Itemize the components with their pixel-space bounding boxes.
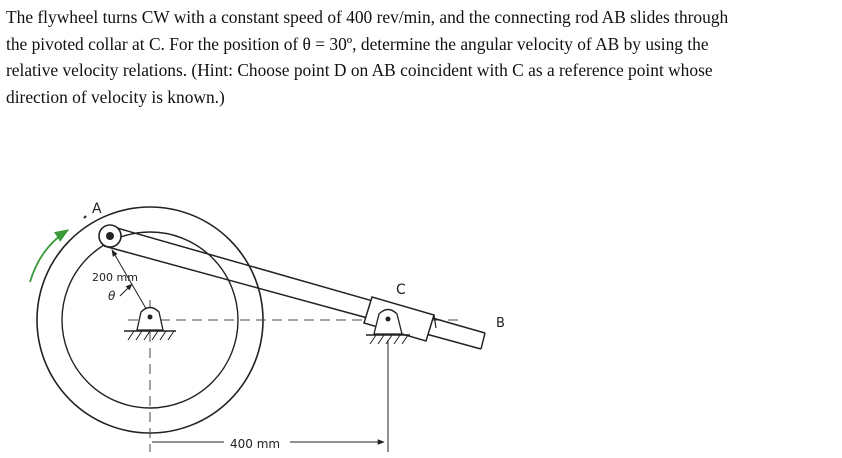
label-point-c: C <box>396 282 406 298</box>
label-angle: θ <box>108 289 116 303</box>
problem-line-1: The flywheel turns CW with a constant speed of 400 rev/min, and the connecting rod AB slides through <box>6 7 729 27</box>
problem-line-3: relative velocity relations. (Hint: Choose point D on AB coincident with C as a reference point whose <box>6 60 713 80</box>
label-radius: 200 mm <box>92 271 138 284</box>
label-point-a: A <box>92 201 102 217</box>
label-distance: 400 mm <box>230 437 281 451</box>
problem-line-2: the pivoted collar at C. For the position of θ = 30º, determine the angular velocity of AB by using the <box>6 33 709 54</box>
rotation-arrow <box>30 230 68 282</box>
pin-a <box>99 225 121 247</box>
point-a-tick <box>84 216 86 218</box>
label-point-b: B <box>496 316 505 331</box>
angle-arrow <box>120 284 132 296</box>
problem-line-4: direction of velocity is known.) <box>6 86 225 107</box>
collar-c <box>364 297 436 344</box>
